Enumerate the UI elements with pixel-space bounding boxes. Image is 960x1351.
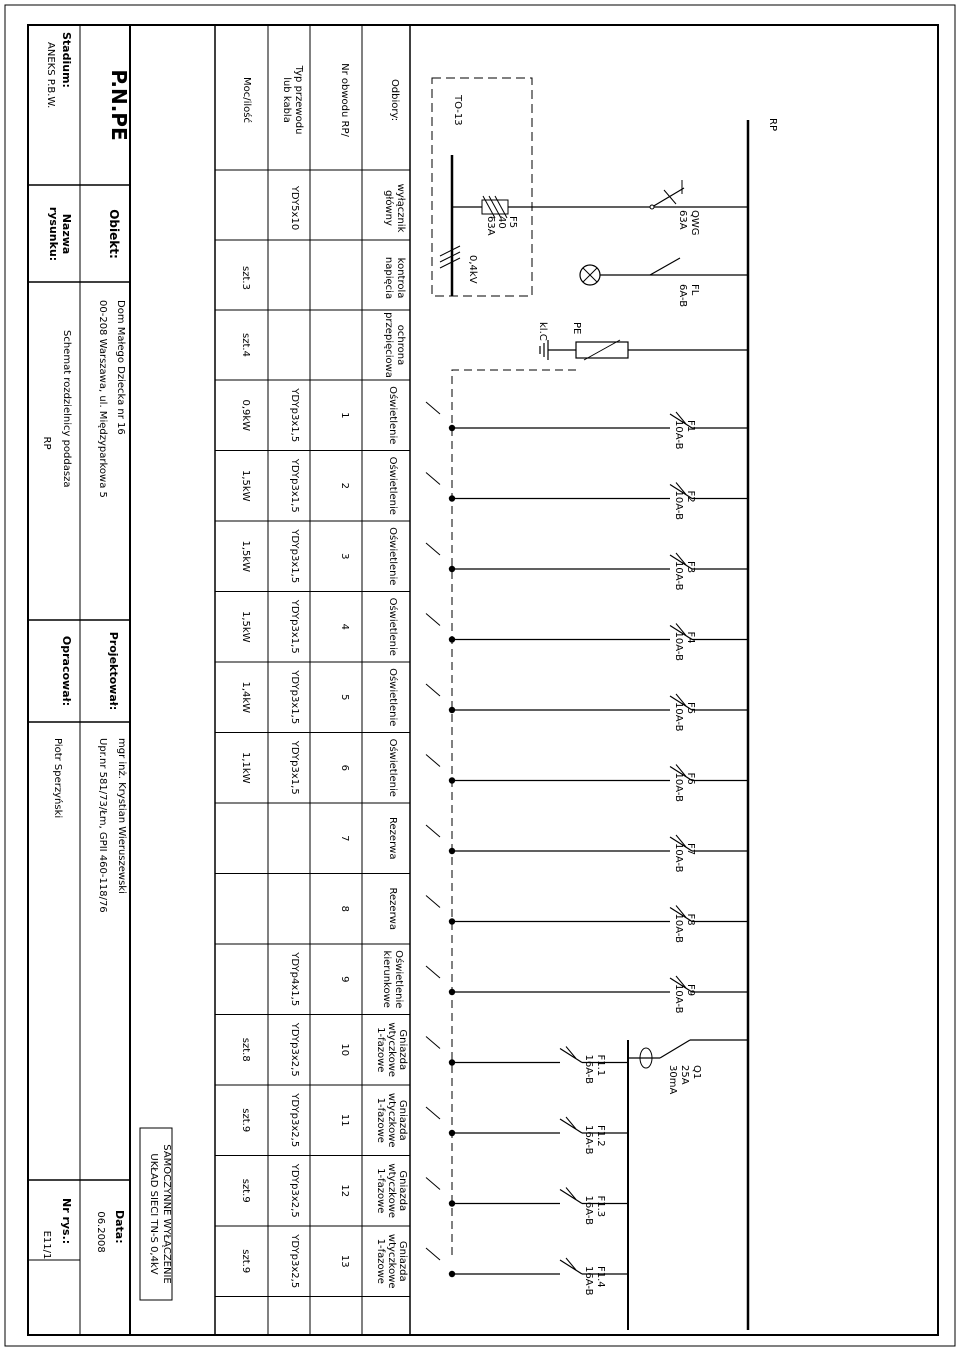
breaker-rating: 10A-B [673, 913, 684, 943]
breaker-name: F1.2 [595, 1125, 606, 1147]
cable-type: YDYp3x1,5 [289, 529, 300, 584]
receiver-line-2: wtyczkowe [386, 1163, 397, 1219]
breaker-rating: 16A-B [583, 1125, 594, 1155]
circuit-power: 1,5kW [240, 540, 251, 573]
drawing-name-line-1: Schemat rozdzielnicy poddasza [61, 330, 72, 488]
circuit-number: 6 [339, 764, 350, 771]
circuit-power: 1,5kW [240, 610, 251, 643]
breaker-cross [566, 1117, 576, 1129]
breaker-contact [560, 1190, 582, 1204]
outgoing-contact [426, 1248, 440, 1260]
pe-junction-dot [449, 1059, 455, 1065]
cable-type: YDYp3x2,5 [289, 1234, 300, 1289]
receiver-line-3: 1-fazowe [375, 1097, 386, 1143]
circuit-number: 8 [339, 905, 350, 912]
circuit-table [215, 25, 410, 1335]
circuit-number: 2 [339, 482, 350, 489]
supply-fuse-name: F5 [507, 216, 518, 229]
row-header-power: Moc/ilość [241, 77, 252, 123]
drawing-no-label: Nr rys.: [60, 1198, 73, 1245]
receiver-line-1: Rezerwa [387, 887, 398, 930]
stadium-value: ANEKS P.B.W. [45, 42, 56, 109]
circuit-number: 7 [339, 835, 350, 842]
circuit-power: szt.9 [240, 1249, 251, 1274]
drawing-name-label-2: rysunku: [47, 206, 60, 262]
circuit-number: 4 [339, 623, 350, 630]
breaker-name: F5 [685, 702, 696, 715]
special-col-1-cable: YDY5x10 [289, 185, 300, 231]
breaker-cross [566, 1188, 576, 1200]
drawing-name-line-2: RP [41, 436, 52, 450]
receiver-line-2: wtyczkowe [386, 1233, 397, 1289]
pe-conductor [452, 370, 576, 1260]
row-header-cable-1: Typ przewodu [293, 65, 304, 135]
pilot-fuse-rating: 6A-B [677, 284, 688, 308]
supply-box-name: TO-13 [452, 95, 463, 126]
circuit-power: 1,5kW [240, 469, 251, 502]
outgoing-contact [426, 543, 440, 555]
pe-junction-dot [449, 989, 455, 995]
row-header-cable-2: lub kabla [281, 77, 292, 123]
receiver-line-1: Oświetlenie [387, 527, 398, 586]
circuit-number: 1 [339, 412, 350, 419]
cable-type: YDYp3x1,5 [289, 388, 300, 443]
outgoing-contact [426, 1107, 440, 1119]
breaker-rating: 10A-B [673, 702, 684, 732]
circuit-number: 10 [339, 1043, 350, 1057]
designer-line-2: Upr.nr 581/73/Łm, GPII 460-118/76 [97, 738, 108, 913]
special-col-1-line-1: wyłącznik [395, 183, 406, 233]
receiver-line-3: 1-fazowe [375, 1238, 386, 1284]
breaker-name: F1.4 [595, 1266, 606, 1288]
breaker-name: F8 [685, 913, 696, 926]
receiver-line-1: Rezerwa [387, 817, 398, 860]
breaker-rating: 10A-B [673, 984, 684, 1014]
special-col-1-line-2: główny [383, 190, 394, 226]
breaker-name: F9 [685, 984, 696, 997]
outgoing-contact [426, 755, 440, 767]
cable-type: YDYp3x2,5 [289, 1163, 300, 1218]
date-label: Data: [113, 1210, 126, 1244]
rcd-rating: 25A [679, 1065, 690, 1085]
receiver-line-1: Oświetlenie [387, 456, 398, 515]
surge-pe-label: PE [571, 322, 582, 335]
circuit-number: 9 [339, 976, 350, 983]
pilot-fuse-name: FL [689, 284, 700, 296]
special-col-3-line-2: przepięciowa [383, 312, 394, 378]
receiver-line-1: Oświetlenie [387, 386, 398, 445]
circuit-power: 1,1kW [240, 751, 251, 784]
circuit-number: 11 [339, 1113, 350, 1127]
special-col-2-line-1: kontrola [395, 257, 406, 299]
prepared-label: Opracował: [60, 635, 73, 707]
object-line-1: Dom Małego Dziecka nr 16 [115, 300, 126, 435]
rcd-name: Q1 [691, 1065, 702, 1080]
breaker-rating: 10A-B [673, 561, 684, 591]
breaker-name: F2 [685, 490, 696, 503]
cable-type: YDYp3x2,5 [289, 1093, 300, 1148]
designer-line-1: mgr inż. Krystian Wieruszewski [116, 738, 127, 894]
pe-junction-dot [449, 1130, 455, 1136]
breaker-rating: 16A-B [583, 1054, 594, 1084]
circuit-number: 5 [339, 694, 350, 701]
supply-fuse-size: 40 [496, 216, 507, 229]
supply-fuse-rating: 63A [485, 216, 496, 236]
supply-voltage: 0,4kV [467, 255, 478, 284]
object-label: Obiekt: [107, 209, 121, 259]
outgoing-contact [426, 1037, 440, 1049]
breaker-rating: 10A-B [673, 420, 684, 450]
breaker-cross [566, 1258, 576, 1270]
receiver-line-1: Gniazda [397, 1099, 408, 1141]
breaker-name: F1.1 [595, 1054, 606, 1077]
drawing-no-value: E11/1 [41, 1230, 52, 1260]
system-note-box [140, 1128, 172, 1300]
preparer-name: Piotr Sperzyński [52, 738, 63, 819]
receiver-line-3: 1-fazowe [375, 1168, 386, 1214]
special-col-3-power: szt.4 [240, 333, 251, 357]
pe-junction-dot [449, 636, 455, 642]
receiver-line-1: Gniazda [397, 1029, 408, 1071]
schematic [426, 78, 778, 1330]
receiver-line-1: Gniazda [397, 1170, 408, 1212]
circuit-power: 0,9kW [240, 399, 251, 432]
designed-label: Projektował: [107, 631, 120, 711]
pe-junction-dot [449, 707, 455, 713]
board-name-label: RP [767, 118, 778, 131]
special-col-3-line-1: ochrona [395, 324, 406, 366]
circuit-number: 3 [339, 553, 350, 560]
cable-type: YDYp3x1,5 [289, 458, 300, 513]
note-line-2: UKŁAD SIECI TN-S 0,4kV [148, 1153, 159, 1275]
receiver-line-3: 1-fazowe [375, 1027, 386, 1073]
breaker-name: F3 [685, 561, 696, 574]
receiver-line-1: Oświetlenie [393, 950, 404, 1009]
circuit-power: szt.9 [240, 1108, 251, 1133]
outgoing-contact [426, 966, 440, 978]
receiver-line-2: kierunkowe [381, 950, 392, 1008]
circuit-power: szt.9 [240, 1178, 251, 1203]
supply-box [432, 78, 532, 296]
special-col-2-line-2: napięcia [383, 256, 394, 300]
pe-junction-dot [449, 1271, 455, 1277]
company-name: P.N.PE [107, 69, 131, 141]
breaker-contact [560, 1049, 582, 1063]
rcd-sensitivity: 30mA [667, 1065, 678, 1095]
breaker-cross [566, 1047, 576, 1059]
pe-junction-dot [449, 918, 455, 924]
stadium-label: Stadium: [60, 32, 73, 88]
breaker-name: F1 [685, 420, 696, 433]
pe-junction-dot [449, 848, 455, 854]
pe-junction-dot [449, 566, 455, 572]
breaker-name: F6 [685, 772, 696, 785]
cable-type: YDYp3x2,5 [289, 1022, 300, 1077]
pe-junction-dot [449, 425, 455, 431]
cable-type: YDYp3x1,5 [289, 599, 300, 654]
row-header-receivers: Odbiory: [389, 78, 400, 122]
breaker-name: F4 [685, 631, 696, 644]
circuit-number: 12 [339, 1184, 350, 1198]
row-header-circuit-no: Nr obwodu RP/ [339, 63, 350, 137]
breaker-name: F7 [685, 843, 696, 856]
pe-junction-dot [449, 777, 455, 783]
breaker-rating: 16A-B [583, 1195, 594, 1225]
outgoing-contact [426, 1178, 440, 1190]
circuit-number: 13 [339, 1254, 350, 1268]
breaker-rating: 10A-B [673, 490, 684, 520]
pe-junction-dot [449, 1200, 455, 1206]
note-line-1: SAMOCZYNNE WYŁĄCZENIE [161, 1144, 172, 1284]
breaker-rating: 10A-B [673, 843, 684, 873]
date-value: 06.2008 [95, 1211, 106, 1253]
breaker-contact [560, 1260, 582, 1274]
surge-class-label: kl.C [537, 322, 548, 341]
cable-type: YDYp3x1,5 [289, 670, 300, 725]
cable-type: YDYp3x1,5 [289, 740, 300, 795]
outgoing-contact [426, 402, 440, 414]
special-col-2-power: szt.3 [240, 266, 251, 290]
outgoing-contact [426, 473, 440, 485]
circuit-power: szt.8 [240, 1037, 251, 1062]
pe-junction-dot [449, 495, 455, 501]
outgoing-contact [426, 825, 440, 837]
receiver-line-2: wtyczkowe [386, 1092, 397, 1148]
object-line-2: 00-208 Warszawa, ul. Międzyparkowa 5 [97, 300, 108, 498]
receiver-line-1: Oświetlenie [387, 597, 398, 656]
breaker-contact [560, 1119, 582, 1133]
outgoing-contact [426, 896, 440, 908]
cable-type: YDYp4x1,5 [289, 952, 300, 1007]
circuit-power: 1,4kW [240, 681, 251, 714]
receiver-line-2: wtyczkowe [386, 1022, 397, 1078]
drawing-name-label: Nazwa [60, 213, 73, 255]
breaker-name: F1.3 [595, 1195, 606, 1218]
main-switch-name: QWG [689, 210, 700, 236]
breaker-rating: 10A-B [673, 631, 684, 661]
receiver-line-1: Oświetlenie [387, 738, 398, 797]
outgoing-contact [426, 614, 440, 626]
main-switch-rating: 63A [677, 210, 688, 230]
breaker-rating: 16A-B [583, 1266, 594, 1296]
receiver-line-1: Oświetlenie [387, 668, 398, 727]
receiver-line-1: Gniazda [397, 1240, 408, 1282]
title-block [28, 25, 131, 1335]
breaker-rating: 10A-B [673, 772, 684, 802]
outgoing-contact [426, 684, 440, 696]
